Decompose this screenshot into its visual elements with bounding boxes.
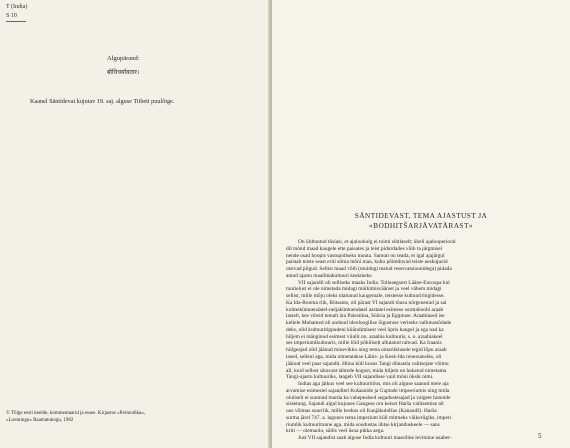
- left-page: [0, 0, 270, 448]
- page-number: 5: [538, 432, 542, 440]
- sanskrit-title: बोधिचर्यावतार।: [107, 69, 140, 76]
- body-line: ses imperiumikultuuris, mille lõid põhiliselt allutatud rahvad. Ka Iraanis: [286, 340, 442, 347]
- catalog-header: T (India): [6, 4, 28, 10]
- body-line: Ka Ida-Rooma riik, Bütsants, oli pärast VI sajandi tõusu nõrgenenud ja sai: [286, 299, 447, 306]
- frontispiece-caption: Kaanel Säntidevat kujutav 19. saj. alguse Tiibeti puulõige.: [30, 98, 175, 105]
- epigraph-label: Algupärand:: [107, 55, 140, 62]
- body-line: oluliselt ei suutnud murda ka vahepealsed segadustesajad ja valgete hunnide: [286, 394, 451, 401]
- body-line: nende osad hoopis vastupidiseks muuta. Samuti on teada, et igal ajajärgul: [286, 252, 445, 259]
- body-line: hiljem ei mänginud esimest viiulit nn. araabia kultuuris, s. o. araabiakeel: [286, 333, 443, 340]
- body-line: Tangi-ajastu kultuuriks, langeb VII sajandisse vaid mõni üksik nimi.: [286, 374, 434, 381]
- body-line: tuurielust ei ole nimetada midagi märkimisväärset ja veel vähem midagi: [286, 286, 442, 293]
- body-line: jäänud veel paar sajandit. Hiina küll kosus Tangi dünastia valitsejate võimu: [286, 360, 449, 367]
- body-line: uus võimas suurriik, mille keskus oli Kanjākubdžas (Kanaudž). Harša: [286, 408, 437, 415]
- header-rule: [6, 21, 26, 22]
- chapter-title: SÄNTIDEVAST, TEMA AJASTUST JA: [354, 211, 488, 220]
- body-line: lased, selleni aga, mida nimetatakse Lähis- ja Kesk-Ida renessansiks, oli: [286, 354, 442, 361]
- copyright-line: «Loomingu» Raamatukogu, 1982: [6, 418, 74, 423]
- body-line: kolmekümnendatel-neljakümnendatel aastatel esimese surmahoobi araab: [286, 306, 444, 313]
- body-line: VII sajandil oli selliseks maaks India. Tolleaegsest Lääne-Euroopa kul: [298, 279, 450, 286]
- body-line: riumlik kultuuritunne aga, mida soodustas ühtse kirjanduskeele — sans: [286, 421, 440, 428]
- body-line: otsivad pilgud. Sellist maad võib (muidugi teatud reservatsioonidega) pidada: [286, 266, 452, 273]
- body-line: lastelt, kes võtsid temalt ära Palestiina, Süüria ja Egiptuse. Araablased ise: [286, 313, 445, 320]
- catalog-number: S 10: [6, 13, 17, 19]
- body-line: kellele Muhamed oli andnud ideoloogilise õigustuse veriseks vallutussõdade: [286, 320, 452, 327]
- body-line: deks, olid kultuuritippudeni küündimisest veel üpris kaugel ja ega nad ka: [286, 326, 444, 333]
- body-line: On üldtuntud tõsiasi, et ajalookulg ei toimi sihtlaselt; üheli ajalooperiood: [298, 239, 456, 245]
- body-line: sissetung. Sajandi algul kujunes Gangese oru keiser Harša valitsemise all: [286, 401, 444, 408]
- copyright-line: © Tõlge eesti keelde, kommentaarid ja essee. Kirjastus «Perioodika»,: [6, 411, 146, 416]
- body-line: sellist, mille mõju oleks ulatunud kaugemale, teistesse kultuuriringidesse.: [286, 293, 445, 300]
- body-line: all, kuid sellest säravast tähtede kogust, mida hiljem on hakatud nimetama: [286, 367, 447, 374]
- body-line: arvamise esimestel sajanditel Kušaanide ja Guptade impeeriumis ning mida: [286, 387, 450, 394]
- chapter-body: [286, 239, 564, 442]
- copyright-note: [6, 410, 266, 424]
- body-line: antud ajastu maailmakultuuri keskmeks.: [286, 272, 373, 279]
- chapter-subtitle: «BODHITŠARJÄVATÄRAST»: [369, 221, 473, 230]
- body-line: kriti — olemaolu, säilis veel üsna pikka aega.: [286, 428, 385, 435]
- body-line: hiilgeajad olid jäänud minevikku ning tema omariiklusele tegid lõpu araab: [286, 347, 447, 354]
- body-line: Just VII sajandist saab alguse India kultuuri massiline levimine naaber-: [298, 435, 452, 442]
- body-line: Indias aga jätkus veel see kultuuritõus, mis oli alguse saanud meie aja: [298, 381, 449, 388]
- body-line: surma järel 747. a. lagunes tema imperium küll mitmeks väikeriigiks, imperi: [286, 414, 452, 421]
- body-line: dil mõnd maad kaugele ette paisates ja teist pidurdades võib ta järgmisel: [286, 245, 443, 252]
- body-line: paistab teiste seast eriti silma mõni maa, kuhu põimduvad teiste eeskujusid: [286, 259, 448, 266]
- right-page: [272, 0, 570, 448]
